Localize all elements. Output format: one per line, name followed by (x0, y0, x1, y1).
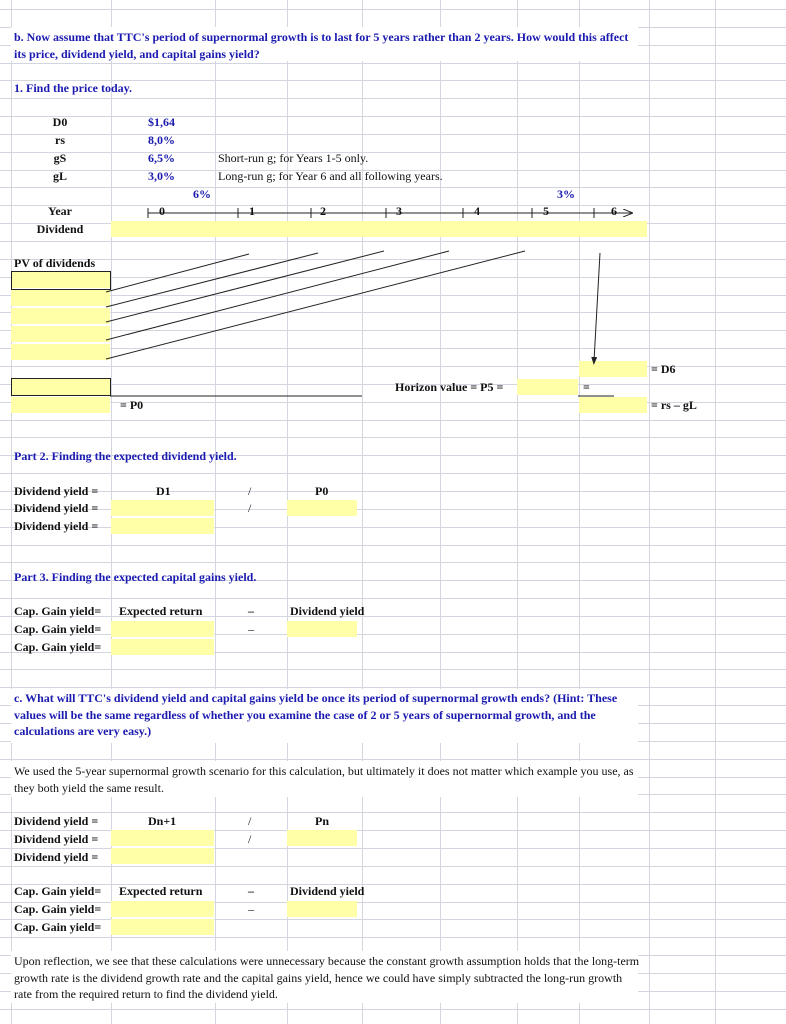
input-value-gs[interactable]: 6,5% (148, 151, 175, 165)
rs-gl-label: = rs – gL (651, 398, 697, 412)
part2-row-1: Dividend yield = (14, 484, 99, 498)
growth-short: 6% (193, 187, 211, 201)
year-2: 2 (320, 204, 326, 218)
horizon-label: Horizon value = P5 = (395, 380, 504, 394)
part3-dividend-yield: Dividend yield (290, 604, 365, 618)
year-0: 0 (159, 204, 165, 218)
c-pn: Pn (315, 814, 330, 828)
part3-row-3: Cap. Gain yield= (14, 640, 102, 654)
c-slash-1: / (248, 814, 252, 828)
c-dn1: Dn+1 (148, 814, 177, 828)
part3-expected: Expected return (119, 604, 203, 618)
input-label-rs: rs (55, 133, 65, 147)
year-5: 5 (543, 204, 549, 218)
equals-sign: = (583, 380, 590, 394)
input-label-gs: gS (53, 151, 67, 165)
input-label-gl: gL (52, 169, 67, 183)
p0-label: = P0 (120, 398, 144, 412)
part3-minus-2: – (248, 622, 254, 636)
part3-title: Part 3. Finding the expected capital gains yield. (14, 570, 257, 584)
c-dy-row-3: Dividend yield = (14, 850, 99, 864)
year-4: 4 (474, 204, 480, 218)
growth-long: 3% (557, 187, 575, 201)
c-slash-2: / (248, 832, 252, 846)
part2-p0: P0 (315, 484, 329, 498)
part3-minus-1: – (248, 604, 254, 618)
input-value-rs[interactable]: 8,0% (148, 133, 175, 147)
part2-title: Part 2. Finding the expected dividend yield. (14, 449, 237, 463)
c-dy-row-1: Dividend yield = (14, 814, 99, 828)
time-axis (148, 208, 632, 218)
c-minus-1: – (248, 884, 254, 898)
part3-row-1: Cap. Gain yield= (14, 604, 102, 618)
dividend-label: Dividend (36, 222, 84, 236)
reflection-text: Upon reflection, we see that these calculations were unnecessary because the constant growth assumption holds that the long-term growth rate is the dividend growth rate and the capital gains yield, hence we could have simply subtracted the long-run growth rate from the required return to find the dividend yield. (14, 954, 640, 1001)
input-value-d0[interactable]: $1,64 (148, 115, 175, 129)
part2-slash-1: / (248, 484, 252, 498)
pv-label: PV of dividends (14, 256, 96, 270)
find-price-title: 1. Find the price today. (14, 81, 133, 95)
c-cg-row-2: Cap. Gain yield= (14, 902, 102, 916)
input-value-gl[interactable]: 3,0% (148, 169, 175, 183)
c-dividend-yield: Dividend yield (290, 884, 365, 898)
part2-row-3: Dividend yield = (14, 519, 99, 533)
c-cg-row-3: Cap. Gain yield= (14, 920, 102, 934)
year-1: 1 (249, 204, 255, 218)
note-gs: Short-run g; for Years 1-5 only. (218, 151, 369, 165)
discount-lines (106, 251, 525, 359)
part2-slash-2: / (248, 501, 252, 515)
input-label-d0: D0 (52, 115, 68, 129)
part2-d1: D1 (156, 484, 171, 498)
year-3: 3 (396, 204, 402, 218)
year-label: Year (48, 204, 72, 218)
year-6: 6 (611, 204, 617, 218)
c-dy-row-2: Dividend yield = (14, 832, 99, 846)
c-expected: Expected return (119, 884, 203, 898)
part2-row-2: Dividend yield = (14, 501, 99, 515)
part-b-heading: b. Now assume that TTC's period of supernormal growth is to last for 5 years rather than 2 years. How would this affect its price, dividend yield, and capital gains yield? (14, 30, 629, 61)
part-c-note: We used the 5-year supernormal growth scenario for this calculation, but ultimately it does not matter which example you use, as they both yield the same result. (14, 764, 634, 795)
note-gl: Long-run g; for Year 6 and all following years. (218, 169, 443, 183)
d6-label: = D6 (651, 362, 676, 376)
part-c-heading: c. What will TTC's dividend yield and capital gains yield be once its period of supernormal growth ends? (Hint: These values will be the same regardless of whether you examine the case of 2 or 5 years of supernormal growth, and the calculations are very easy.) (14, 691, 618, 738)
c-minus-2: – (248, 902, 254, 916)
part3-row-2: Cap. Gain yield= (14, 622, 102, 636)
d6-arrow (594, 253, 600, 361)
c-cg-row-1: Cap. Gain yield= (14, 884, 102, 898)
